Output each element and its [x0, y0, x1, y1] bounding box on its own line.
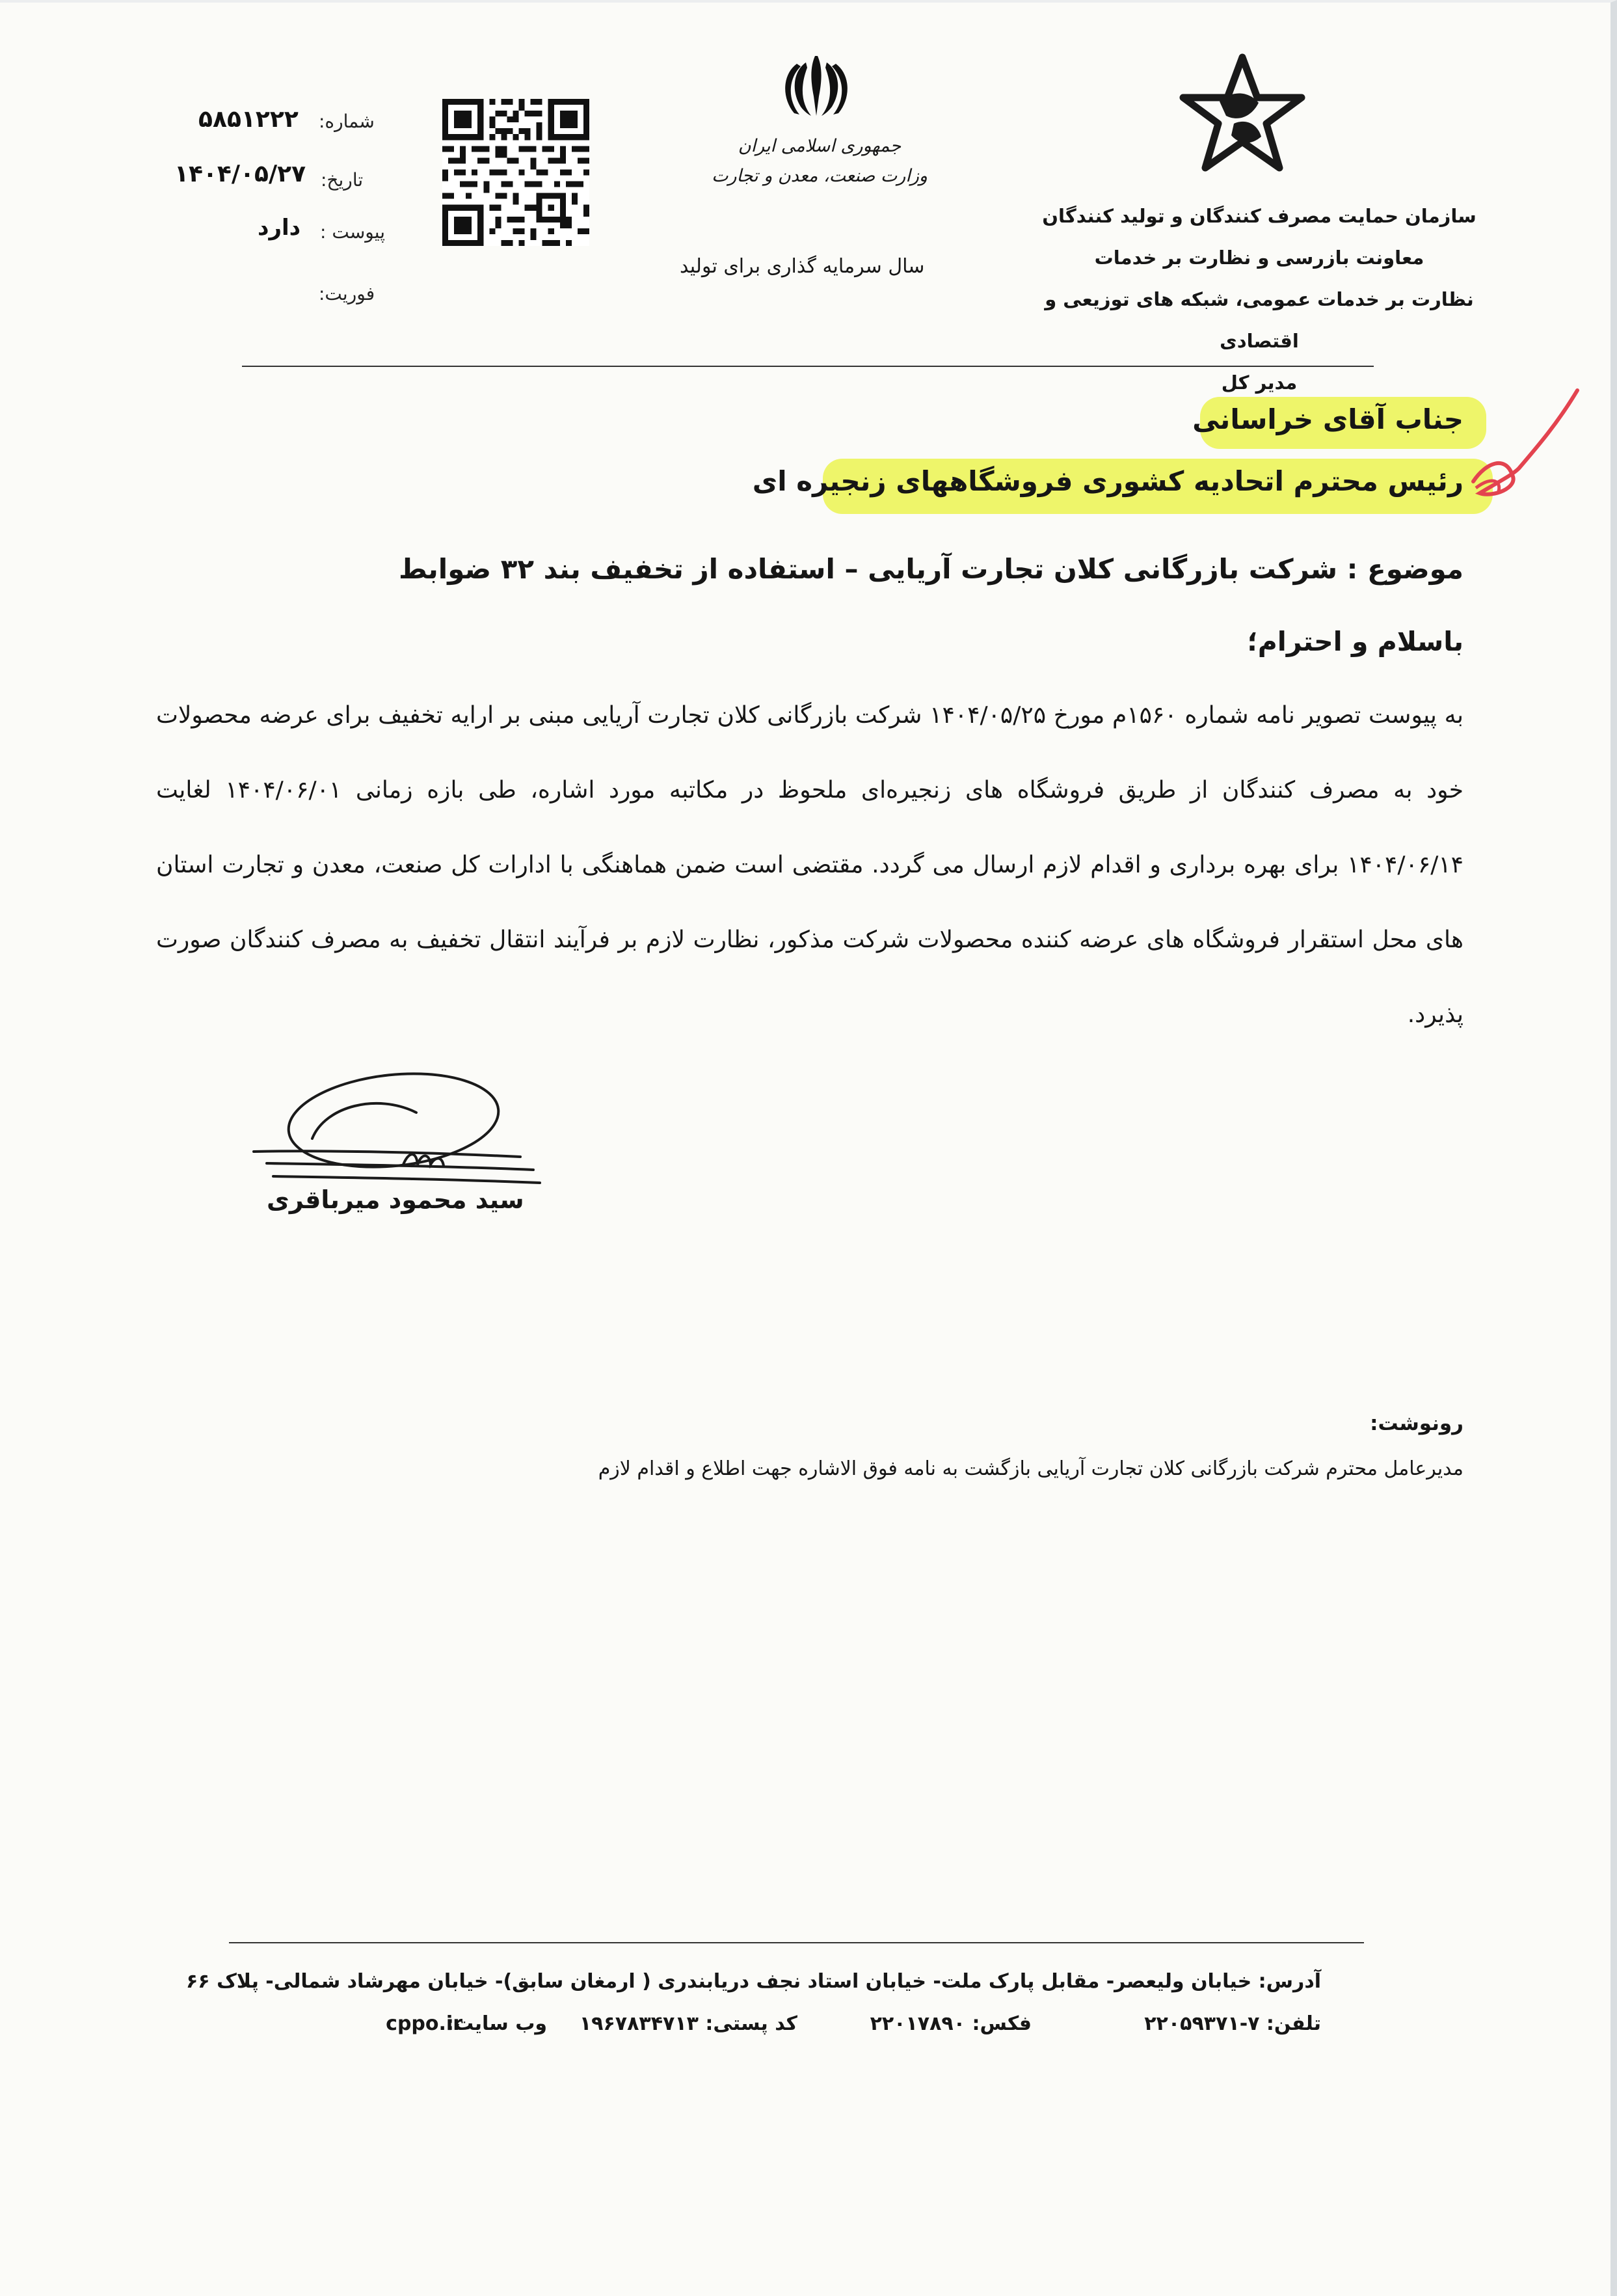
footer-website-link[interactable]: cppo.ir — [386, 2012, 462, 2035]
number-value: ۵۸۵۱۲۲۲ — [198, 106, 299, 133]
emblem-line-ministry: وزارت صنعت، معدن و تجارت — [712, 166, 928, 186]
footer-postal: کد پستی: ۱۹۶۷۸۳۴۷۱۳ — [579, 2012, 797, 2035]
cc-recipient: مدیرعامل محترم شرکت بازرگانی کلان تجارت آریایی بازگشت به نامه فوق الاشاره جهت اطلاع و اقدام لازم — [598, 1457, 1463, 1480]
handwritten-signature — [247, 1067, 546, 1197]
addressee-title: رئیس محترم اتحادیه کشوری فروشگاههای زنجیره ای — [752, 465, 1463, 497]
date-value: ۱۴۰۴/۰۵/۲۷ — [174, 161, 306, 187]
number-label: شماره: — [319, 111, 375, 132]
footer-divider — [229, 1942, 1364, 1943]
addressee-name: جناب آقای خراسانی — [1192, 403, 1463, 435]
urgency-label: فوریت: — [319, 283, 375, 304]
attachment-label: پیوست : — [320, 221, 385, 243]
signatory-name: سید محمود میرباقری — [267, 1185, 524, 1214]
org-heading — [1025, 195, 1493, 403]
org-line-3: نظارت بر خدمات عمومی، شبکه های توزیعی و اقتصادی — [1045, 288, 1474, 352]
letter-greeting: باسلام و احترام؛ — [1247, 626, 1463, 657]
org-line-4: مدیر کل — [1221, 371, 1298, 394]
org-line-2: معاونت بازرسی و نظارت بر خدمات — [1094, 247, 1424, 269]
org-line-1: سازمان حمایت مصرف کنندگان و تولید کنندگان — [1042, 205, 1477, 227]
attachment-value: دارد — [258, 215, 301, 241]
cppo-logo — [1174, 51, 1311, 181]
footer-phone: تلفن: ۷-۲۲۰۵۹۳۷۱ — [1144, 2012, 1321, 2035]
letter-subject: موضوع : شرکت بازرگانی کلان تجارت آریایی – استفاده از تخفیف بند ۳۲ ضوابط — [399, 553, 1463, 585]
header-divider — [242, 366, 1374, 367]
pen-check-mark — [1467, 384, 1584, 507]
iran-emblem-icon — [777, 51, 855, 122]
qr-code[interactable] — [442, 99, 589, 246]
footer-website-label: وب سایت: — [446, 2012, 547, 2035]
letter-body: به پیوست تصویر نامه شماره ۱۵۶۰م مورخ ۱۴۰۴/۰۵/۲۵ شرکت بازرگانی کلان تجارت آریایی مبنی بر ارایه تخفیف برای عرضه محصولات خود به مصرف کنندگان از طریق فروشگاه های زنجیره‌ای ملحوظ در مکاتبه مورد اشاره، طی بازه زمانی ۱۴۰۴/۰۶/۰۱ لغایت ۱۴۰۴/۰۶/۱۴ برای بهره برداری و اقدام لازم ارسال می گردد. مقتضی است ضمن هماهنگی با ادارات کل صنعت، معدن و تجارت استان های محل استقرار فروشگاه های عرضه کننده محصولات شرکت مذکور، نظارت لازم بر فرآیند انتقال تخفیف به مصرف کنندگان صورت پذیرد. — [156, 702, 1463, 1028]
cc-title: رونوشت: — [1370, 1412, 1463, 1435]
emblem-line-republic: جمهوری اسلامی ایران — [738, 136, 902, 156]
footer-address: آدرس: خیابان ولیعصر- مقابل پارک ملت- خیابان استاد نجف دریابندری ( ارمغان سابق)- خیابان مهرشاد شمالی- پلاک ۶۶ — [186, 1970, 1321, 1993]
year-slogan: سال سرمایه گذاری برای تولید — [680, 255, 925, 278]
footer-fax: فکس: ۲۲۰۱۷۸۹۰ — [870, 2012, 1032, 2035]
ministry-emblem-text — [683, 131, 956, 191]
date-label: تاریخ: — [321, 169, 364, 191]
